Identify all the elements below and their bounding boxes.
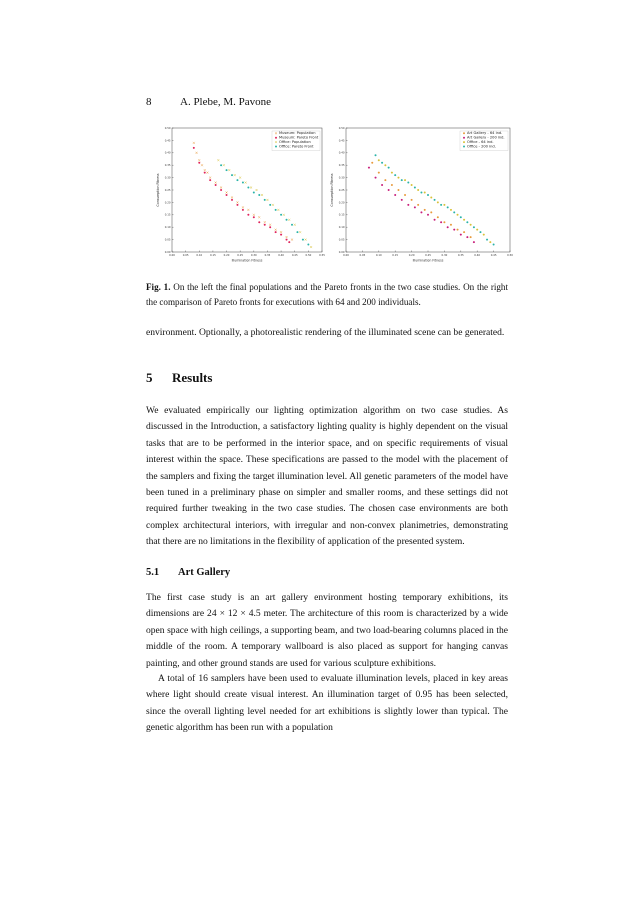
right-chart-y-tick-label: 0.35 — [338, 164, 345, 168]
right-chart-legend-label: Art Gallery - 64 ind. — [467, 131, 503, 136]
right-chart-series-2-point — [407, 204, 409, 206]
right-chart-x-tick-label: 0.30 — [441, 254, 448, 257]
left-chart-x-axis-label: Illumination Fitness — [231, 258, 263, 263]
right-chart-x-tick-label: 0.05 — [359, 254, 366, 257]
right-chart-series-1-point — [371, 162, 373, 164]
left-chart-series-2-point — [258, 221, 260, 223]
right-chart-series-3-point — [463, 219, 465, 221]
left-chart-series-4-point — [302, 239, 304, 241]
left-chart-x-tick-label: 0.15 — [210, 254, 216, 257]
running-authors: A. Plebe, M. Pavone — [180, 96, 272, 108]
right-chart-x-tick-label: 0.35 — [457, 254, 464, 257]
right-chart-series-2-point — [388, 189, 390, 191]
section-title: Results — [172, 370, 213, 385]
subsection-title: Art Gallery — [178, 567, 231, 578]
left-chart-series-2-point — [209, 179, 211, 181]
left-chart-series-4-point — [253, 191, 255, 193]
left-chart-series-2-point — [253, 216, 255, 218]
right-chart-series-1-point — [424, 209, 426, 211]
right-chart-series-3-point — [411, 184, 413, 186]
right-chart-y-tick-label: 0.45 — [338, 139, 345, 143]
right-chart-series-4-point — [381, 162, 383, 164]
right-chart-y-axis-label: Consumption Fitness — [330, 173, 334, 207]
section-heading — [146, 370, 212, 386]
left-chart-legend-label: Office: Population — [279, 140, 311, 144]
subsection-heading — [146, 567, 230, 578]
right-chart-y-tick-label: 0.50 — [338, 126, 345, 130]
right-chart-series-4-point — [427, 194, 429, 196]
right-chart-series-3-point — [470, 224, 472, 226]
right-chart-y-tick-label: 0.40 — [338, 151, 345, 155]
right-chart-series-4-point — [453, 211, 455, 213]
left-chart-series-4-point — [280, 214, 282, 216]
left-chart-x-tick-label: 0.40 — [278, 254, 284, 257]
right-chart-series-1-point — [437, 216, 439, 218]
left-chart-series-2-point — [226, 194, 228, 196]
left-chart-series-4-point — [296, 231, 298, 233]
left-chart-x-tick-label: 0.35 — [264, 254, 271, 257]
right-chart-legend-marker — [463, 132, 465, 134]
right-chart-x-tick-label: 0.40 — [474, 254, 481, 257]
figure-caption — [146, 280, 508, 309]
right-chart-series-3-point — [476, 229, 478, 231]
right-chart-series-1-point — [450, 224, 452, 226]
left-chart-series-2-point — [198, 162, 200, 164]
left-chart-x-tick-label: 0.25 — [237, 254, 244, 257]
right-chart-series-3-point — [417, 189, 419, 191]
right-chart-y-tick-label: 0.25 — [338, 188, 345, 192]
right-chart-series-2-point — [375, 177, 377, 179]
left-chart-y-axis-label: Consumption Fitness — [156, 173, 160, 207]
caption-text: On the left the final populations and the Pareto fronts in the two case studies. On the right the comparison of Pareto fronts for executions with 64 and 200 individuals. — [146, 282, 509, 307]
right-chart-series-3-point — [384, 164, 386, 166]
left-chart-y-tick-label: 0.10 — [164, 226, 171, 230]
right-chart-series-4-point — [466, 221, 468, 223]
right-chart-series-1-point — [411, 199, 413, 201]
left-chart-series-2-point — [286, 239, 288, 241]
left-chart-series-4-point — [286, 219, 288, 221]
page-number: 8 — [146, 96, 152, 108]
left-chart-series-4-point — [242, 182, 244, 184]
right-chart-series-2-point — [420, 211, 422, 213]
right-chart-x-tick-label: 0.50 — [507, 254, 513, 257]
right-chart-series-2-point — [453, 229, 455, 231]
right-chart-series-2-point — [460, 234, 462, 236]
left-chart-series-4-point — [291, 224, 293, 226]
gallery-paragraph-2: A total of 16 samplers have been used to evaluate illumination levels, placed in key areas where light should create visual interest. An illumination target of 0.95 has been selected, since the overall lighting level needed for art exhibitions is slightly lower than typical. The genetic algorithm has been run with a population — [146, 673, 508, 734]
right-chart-series-2-point — [368, 167, 370, 169]
right-chart-series-4-point — [401, 179, 403, 181]
right-chart-series-4-point — [486, 239, 488, 241]
right-chart-series-2-point — [427, 214, 429, 216]
right-chart-series-3-point — [397, 177, 399, 179]
right-chart-x-axis-label: Illumination Fitness — [412, 258, 444, 263]
right-chart-legend-label: Office - 64 ind. — [467, 140, 494, 144]
left-chart-series-2-point — [193, 147, 195, 149]
right-chart-series-1-point — [457, 229, 459, 231]
right-chart-y-tick-label: 0.15 — [338, 213, 345, 217]
left-chart-y-tick-label: 0.20 — [164, 201, 171, 205]
left-chart-svg — [146, 122, 326, 268]
right-chart-series-4-point — [375, 154, 377, 156]
left-chart-y-tick-label: 0.05 — [164, 238, 171, 242]
left-chart-series-2-point — [269, 226, 271, 228]
right-chart-series-3-point — [424, 191, 426, 193]
right-chart-y-tick-label: 0.10 — [338, 226, 345, 230]
right-chart-series-4-point — [447, 206, 449, 208]
right-chart-series-3-point — [404, 179, 406, 181]
left-chart-x-tick-label: 0.55 — [319, 254, 325, 257]
right-chart-legend-label: Art Gallery - 200 ind. — [467, 135, 505, 140]
right-chart-series-1-point — [404, 194, 406, 196]
right-chart-y-tick-label: 0.05 — [338, 238, 345, 242]
left-chart-series-4-point — [236, 179, 238, 181]
left-chart-x-tick-label: 0.45 — [291, 254, 298, 257]
left-chart-series-4-point — [231, 174, 233, 176]
left-chart-series-4-point — [307, 244, 309, 246]
right-chart-series-1-point — [417, 204, 419, 206]
left-chart-y-tick-label: 0.15 — [164, 213, 171, 217]
right-chart-series-1-point — [470, 236, 472, 238]
right-chart-series-2-point — [447, 226, 449, 228]
left-chart-series-4-point — [226, 169, 228, 171]
page-header — [146, 96, 271, 108]
intro-paragraph: environment. Optionally, a photorealistic rendering of the illuminated scene can be generated. — [146, 327, 505, 338]
right-chart-legend-marker — [463, 141, 465, 143]
left-chart-series-2-point — [231, 199, 233, 201]
left-chart-series-4-point — [275, 209, 277, 211]
subsection-number: 5.1 — [146, 567, 160, 578]
right-chart-series-3-point — [483, 234, 485, 236]
left-chart-legend-label: Museum: Pareto Front — [279, 135, 319, 140]
left-chart-y-tick-label: 0.25 — [164, 188, 171, 192]
left-chart-series-2-point — [220, 189, 222, 191]
right-chart-series-4-point — [420, 191, 422, 193]
right-chart-series-4-point — [473, 226, 475, 228]
left-chart-series-2-point — [275, 231, 277, 233]
right-chart-x-tick-label: 0.25 — [425, 254, 431, 257]
right-chart-series-2-point — [473, 241, 475, 243]
right-chart-y-tick-label: 0.30 — [338, 176, 345, 180]
left-chart-series-4-point — [247, 187, 249, 189]
right-chart-series-4-point — [388, 167, 390, 169]
left-chart-legend — [272, 131, 320, 151]
left-chart-series-4-point — [258, 194, 260, 196]
left-chart-legend-label: Office: Pareto Front — [279, 144, 314, 149]
right-chart-series-2-point — [401, 199, 403, 201]
right-chart-legend-marker — [463, 137, 465, 139]
right-chart-series-1-point — [378, 172, 380, 174]
left-chart-x-tick-label: 0.00 — [169, 254, 175, 257]
right-chart-series-2-point — [434, 219, 436, 221]
right-chart-y-tick-label: 0.20 — [338, 201, 345, 205]
right-chart-x-tick-label: 0.00 — [343, 254, 349, 257]
right-chart-series-4-point — [493, 244, 495, 246]
right-chart-series-4-point — [479, 231, 481, 233]
left-chart-x-tick-label: 0.20 — [223, 254, 230, 257]
right-chart-series-3-point — [443, 204, 445, 206]
left-chart-series-4-point — [264, 199, 266, 201]
right-chart-series-4-point — [460, 216, 462, 218]
right-chart-series-1-point — [430, 211, 432, 213]
right-chart-series-2-point — [466, 236, 468, 238]
right-chart-series-4-point — [434, 199, 436, 201]
left-chart-y-tick-label: 0.35 — [164, 164, 171, 168]
left-chart-series-4-point — [220, 164, 222, 166]
gallery-paragraph-1: The first case study is an art gallery environment hosting temporary exhibitions, its dimensions are 24 × 12 × 4.5 meter. The architecture of this room is characterized by a wide open space with high ceilings, a supporting beam, and two load-bearing columns placed in the middle of the room. A temporary wallboard is also placed as support for hanging canvas painting, and other ground stands are used for various sculpture exhibitions. — [146, 592, 508, 669]
left-chart-y-tick-label: 0.30 — [164, 176, 171, 180]
right-chart-series-1-point — [463, 231, 465, 233]
right-chart-legend-marker — [463, 146, 465, 148]
left-chart-y-tick-label: 0.45 — [164, 139, 171, 143]
left-chart-series-2-point — [215, 184, 217, 186]
left-chart-x-tick-label: 0.50 — [305, 254, 312, 257]
right-chart-x-tick-label: 0.45 — [490, 254, 497, 257]
results-paragraph: We evaluated empirically our lighting optimization algorithm on two case studies. As discussed in the Introduction, a satisfactory lighting quality is highly dependent on the visual tasks that are to be performed in the interior space, and on specific requirements of visual interest within the space. These specifications are passed to the model with the placement of the samplers and fixing the target illumination level. All genetic parameters of the model have been tuned in a preliminary phase on simpler and smaller rooms, and these settings did not required further tweaking in the two case studies. The chosen case environments are both complex architectural interiors, with irregular and non-convex planimetries, demonstrating that there are no limitations in the flexibility of application of the presented system. — [146, 405, 508, 548]
caption-label: Fig. 1. — [146, 282, 171, 292]
right-chart-svg — [330, 122, 516, 268]
right-chart-series-3-point — [457, 214, 459, 216]
right-chart-x-tick-label: 0.10 — [375, 254, 382, 257]
right-chart-legend-label: Office - 200 ind. — [467, 144, 496, 149]
left-chart-series-2-point — [264, 224, 266, 226]
left-chart-series-2-point — [288, 241, 290, 243]
right-chart-series-2-point — [394, 194, 396, 196]
left-chart-series-2-point — [247, 214, 249, 216]
right-scatter-chart — [330, 122, 516, 268]
left-chart-series-2-point — [204, 172, 206, 174]
right-chart-series-1-point — [397, 189, 399, 191]
left-chart-series-2-point — [236, 204, 238, 206]
right-chart-series-2-point — [381, 184, 383, 186]
right-chart-series-4-point — [414, 187, 416, 189]
left-scatter-chart — [146, 122, 326, 268]
right-chart-series-3-point — [391, 172, 393, 174]
left-chart-y-tick-label: 0.00 — [164, 250, 171, 254]
left-chart-x-tick-label: 0.05 — [182, 254, 189, 257]
right-chart-series-4-point — [394, 174, 396, 176]
left-chart-legend-marker — [275, 137, 277, 139]
right-chart-series-3-point — [450, 209, 452, 211]
left-chart-series-4-point — [269, 204, 271, 206]
right-chart-series-1-point — [391, 184, 393, 186]
left-chart-x-tick-label: 0.10 — [196, 254, 203, 257]
right-chart-series-2-point — [414, 206, 416, 208]
right-chart-series-2-point — [440, 221, 442, 223]
section-number: 5 — [146, 370, 153, 385]
left-chart-y-tick-label: 0.50 — [164, 126, 171, 130]
right-chart-series-3-point — [430, 196, 432, 198]
right-chart-legend — [460, 131, 508, 151]
left-chart-series-2-point — [242, 209, 244, 211]
right-chart-x-tick-label: 0.20 — [408, 254, 415, 257]
left-chart-y-tick-label: 0.40 — [164, 151, 171, 155]
right-chart-series-3-point — [378, 159, 380, 161]
left-chart-legend-marker — [275, 146, 277, 148]
left-chart-x-tick-label: 0.30 — [250, 254, 257, 257]
right-chart-series-1-point — [384, 179, 386, 181]
right-chart-series-3-point — [437, 201, 439, 203]
left-chart-series-2-point — [280, 234, 282, 236]
right-chart-y-tick-label: 0.00 — [338, 250, 345, 254]
right-chart-x-tick-label: 0.15 — [392, 254, 399, 257]
right-chart-series-4-point — [440, 204, 442, 206]
right-chart-series-4-point — [407, 182, 409, 184]
left-chart-legend-label: Museum: Population — [279, 131, 316, 136]
right-chart-series-3-point — [489, 241, 491, 243]
right-chart-series-1-point — [443, 221, 445, 223]
